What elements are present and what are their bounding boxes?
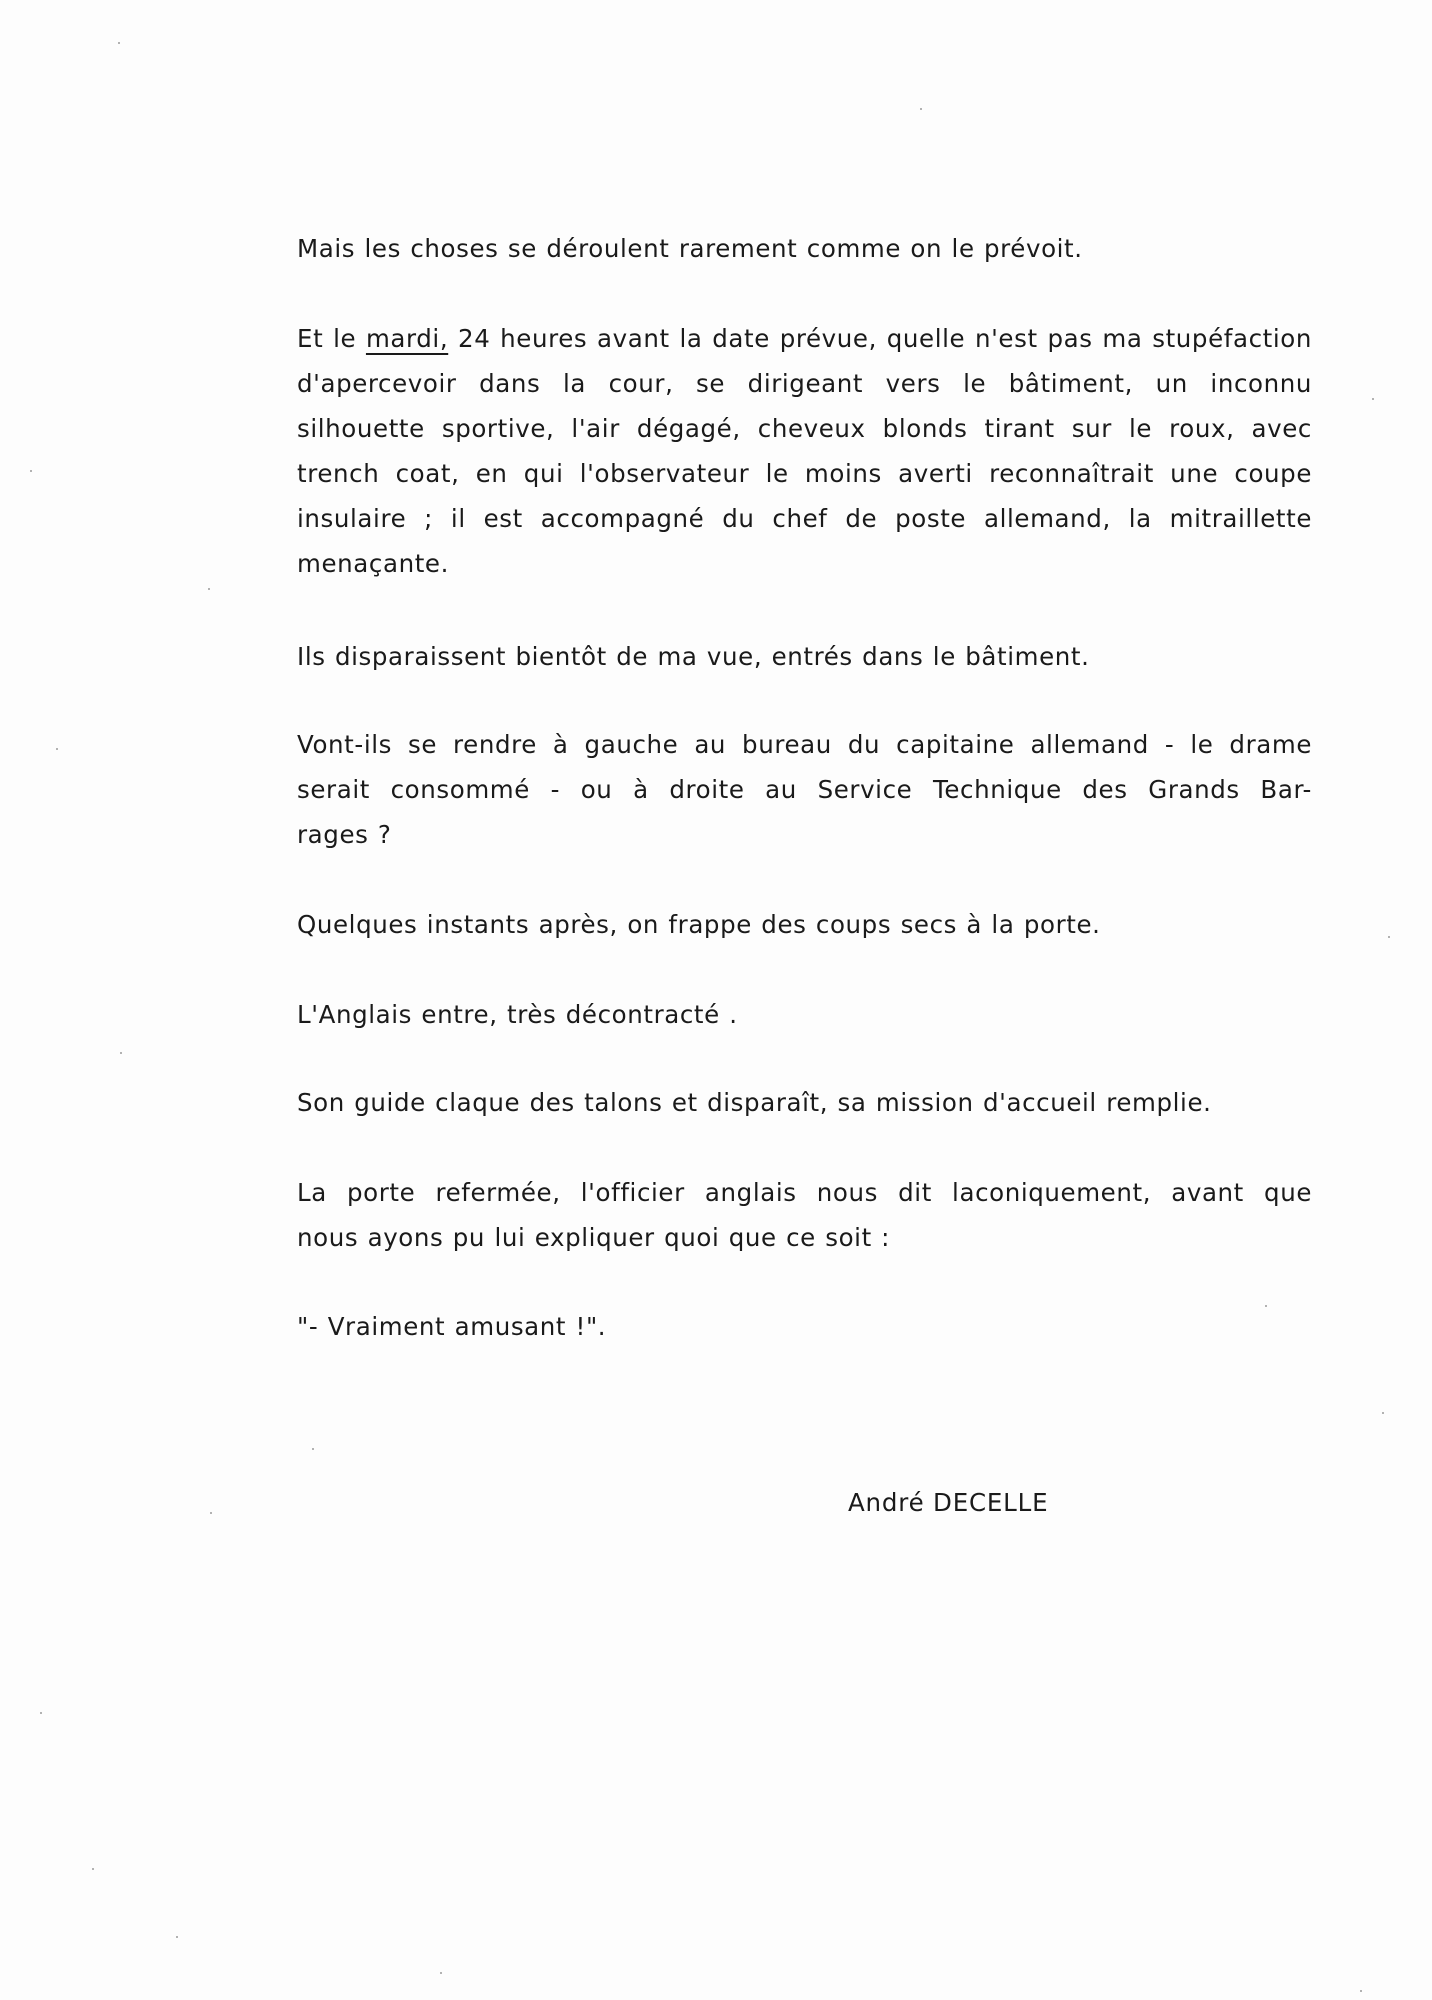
paragraph-5 xyxy=(297,902,1312,947)
paragraph-1 xyxy=(297,226,1312,271)
scan-speck xyxy=(208,588,210,590)
scan-speck xyxy=(56,748,58,750)
paragraph-1-text: Mais les choses se déroulent rarement comme on le prévoit. xyxy=(297,234,1083,263)
underlined-day: mardi, xyxy=(365,324,449,353)
paragraph-8-line-2: nous ayons pu lui expliquer quoi que ce soit : xyxy=(297,1223,891,1252)
paragraph-9 xyxy=(297,1304,1312,1349)
paragraph-6 xyxy=(297,992,1312,1037)
paragraph-6-text: L'Anglais entre, très décontracté . xyxy=(297,1000,738,1029)
scan-speck xyxy=(920,108,922,110)
scan-speck xyxy=(440,1972,442,1974)
scan-speck xyxy=(40,1712,42,1714)
scan-speck xyxy=(1382,1412,1384,1414)
paragraph-2 xyxy=(297,316,1312,586)
paragraph-4-line-3: rages ? xyxy=(297,820,392,849)
paragraph-2-prefix: Et le xyxy=(297,324,366,353)
scan-speck xyxy=(120,1052,122,1054)
scan-speck xyxy=(210,1512,212,1514)
paragraph-8-line-1: La porte refermée, l'officier anglais nous dit laconiquement, avant que xyxy=(297,1178,1312,1207)
scan-speck xyxy=(30,470,32,472)
scan-speck xyxy=(1388,936,1390,938)
paragraph-7 xyxy=(297,1080,1312,1125)
scan-speck xyxy=(92,1868,94,1870)
paragraph-7-text: Son guide claque des talons et disparaît, sa mission d'accueil remplie. xyxy=(297,1088,1212,1117)
paragraph-2-line-1 xyxy=(297,316,1312,361)
author-signature: André DECELLE xyxy=(848,1488,1049,1517)
paragraph-2-line-6: menaçante. xyxy=(297,549,449,578)
quote-text: "- Vraiment amusant !". xyxy=(297,1312,607,1341)
paragraph-3-text: Ils disparaissent bientôt de ma vue, entrés dans le bâtiment. xyxy=(297,642,1090,671)
paragraph-2-line-3: silhouette sportive, l'air dégagé, cheveux blonds tirant sur le roux, avec xyxy=(297,414,1312,443)
scan-speck xyxy=(312,1448,314,1450)
paragraph-5-text: Quelques instants après, on frappe des coups secs à la porte. xyxy=(297,910,1101,939)
scan-speck xyxy=(1360,1990,1362,1992)
paragraph-2-line-5: insulaire ; il est accompagné du chef de poste allemand, la mitraillette xyxy=(297,504,1312,533)
paragraph-4-line-2: serait consommé - ou à droite au Service Technique des Grands Bar- xyxy=(297,775,1312,804)
paragraph-4 xyxy=(297,722,1312,857)
paragraph-8 xyxy=(297,1170,1312,1260)
scan-speck xyxy=(1372,398,1374,400)
paragraph-2-line-4: trench coat, en qui l'observateur le moins averti reconnaîtrait une coupe xyxy=(297,459,1312,488)
scan-speck xyxy=(118,42,120,44)
paragraph-3 xyxy=(297,634,1312,679)
scan-speck xyxy=(176,1936,178,1938)
paragraph-2-line-2: d'apercevoir dans la cour, se dirigeant vers le bâtiment, un inconnu xyxy=(297,369,1312,398)
paragraph-4-line-1: Vont-ils se rendre à gauche au bureau du capitaine allemand - le drame xyxy=(297,730,1312,759)
paragraph-2-line-1-rest: 24 heures avant la date prévue, quelle n'est pas ma stupéfaction xyxy=(448,324,1312,353)
